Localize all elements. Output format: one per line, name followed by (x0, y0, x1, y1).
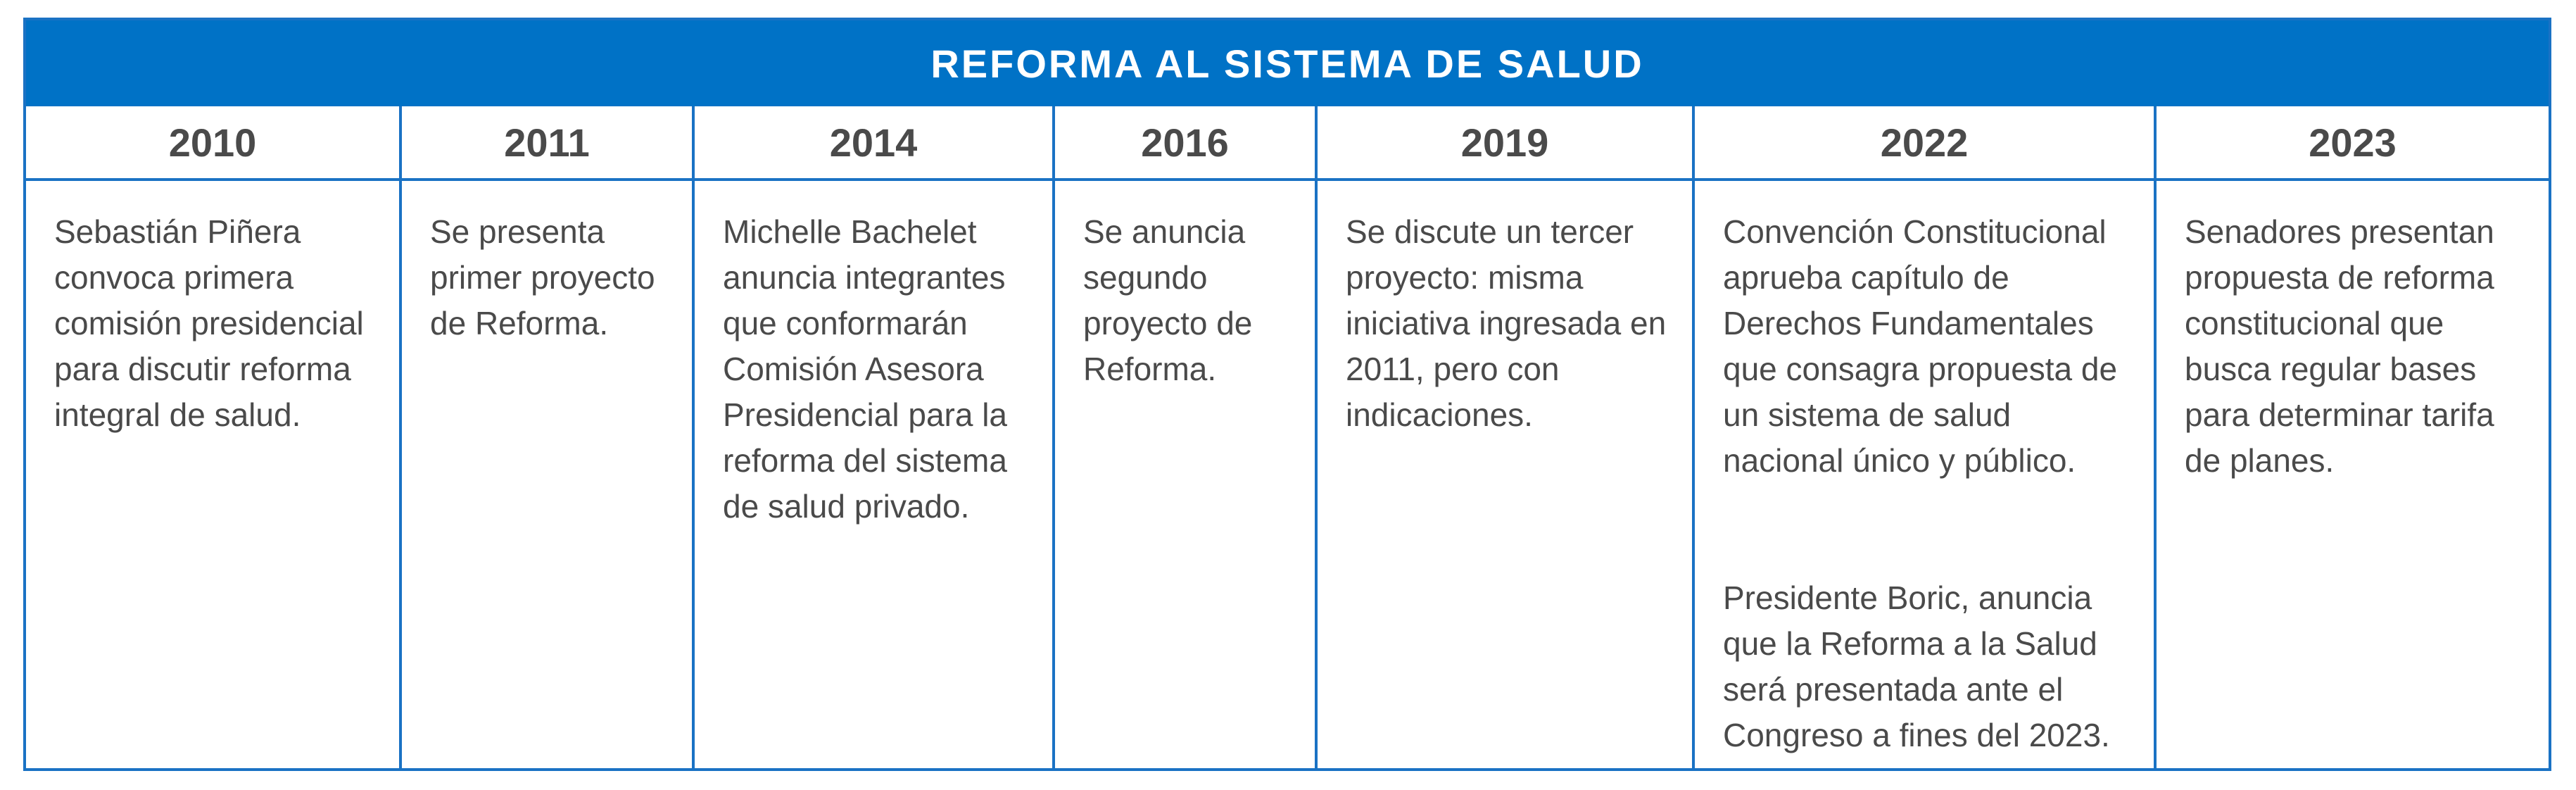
timeline-column-2016 (1052, 106, 1315, 768)
year-label: 2019 (1460, 120, 1549, 165)
event-text: Michelle Bachelet anuncia integrantes que conformarán Comisión Asesora Presidencial para la reforma del sistema de salud privado. (723, 213, 1008, 525)
timeline-column-2014 (692, 106, 1052, 768)
year-header (2157, 106, 2549, 181)
year-label: 2010 (168, 120, 257, 165)
timeline-columns (26, 106, 2549, 768)
event-text: Convención Constitucional aprueba capítulo de Derechos Fundamentales que consagra propuesta de un sistema de salud nacional único y público. (1723, 213, 2118, 479)
event-description (1695, 181, 2154, 768)
event-description (402, 181, 692, 768)
year-header (695, 106, 1052, 181)
timeline-column-2022 (1692, 106, 2154, 768)
timeline-column-2010 (26, 106, 399, 768)
event-description (2157, 181, 2549, 768)
event-description (695, 181, 1052, 768)
timeline-column-2023 (2154, 106, 2549, 768)
year-header (1318, 106, 1692, 181)
year-header (402, 106, 692, 181)
event-description (1055, 181, 1315, 768)
event-text: Sebastián Piñera convoca primera comisión presidencial para discutir reforma integral de salud. (54, 213, 364, 433)
year-header (1055, 106, 1315, 181)
event-description (1318, 181, 1692, 768)
event-text-secondary: Presidente Boric, anuncia que la Reforma a la Salud será presentada ante el Congreso a fines del 2023. (1723, 579, 2110, 753)
event-text: Senadores presentan propuesta de reforma constitucional que busca regular bases para determinar tarifa de planes. (2185, 213, 2494, 479)
year-label: 2023 (2309, 120, 2397, 165)
timeline-table (23, 18, 2551, 771)
event-text: Se presenta primer proyecto de Reforma. (430, 213, 655, 341)
year-header (26, 106, 399, 181)
event-description (26, 181, 399, 768)
timeline-column-2011 (399, 106, 692, 768)
timeline-column-2019 (1315, 106, 1692, 768)
year-header (1695, 106, 2154, 181)
event-text: Se anuncia segundo proyecto de Reforma. (1083, 213, 1253, 387)
year-label: 2014 (829, 120, 918, 165)
event-text: Se discute un tercer proyecto: misma iniciativa ingresada en 2011, pero con indicaciones. (1346, 213, 1667, 433)
year-label: 2016 (1141, 120, 1229, 165)
year-label: 2022 (1880, 120, 1969, 165)
page-title: REFORMA AL SISTEMA DE SALUD (930, 41, 1644, 86)
title-bar (26, 20, 2549, 106)
year-label: 2011 (504, 120, 590, 165)
